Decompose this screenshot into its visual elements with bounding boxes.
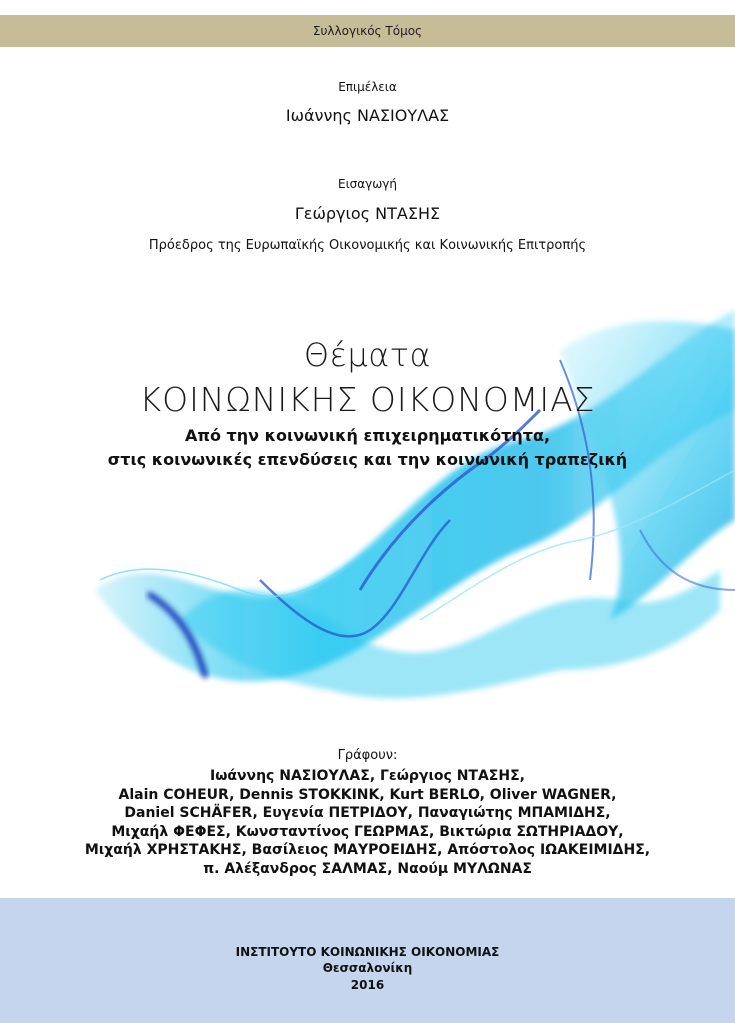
authors-line: Μιχαήλ ΧΡΗΣΤΑΚΗΣ, Βασίλειος ΜΑΥΡΟΕΙΔΗΣ, Απόστολος ΙΩΑΚΕΙΜΙΔΗΣ, (84, 842, 651, 858)
subtitle-line-2: στις κοινωνικές επενδύσεις και την κοινωνική τραπεζική (107, 450, 628, 469)
authors-line: π. Αλέξανδρος ΣΑΛΜΑΣ, Ναούμ ΜΥΛΩΝΑΣ (203, 860, 532, 877)
editor-label: Επιμέλεια (338, 80, 397, 94)
introduction-author-role: Πρόεδρος της Ευρωπαϊκής Οικονομικής και Κοινωνικής Επιτροπής (148, 238, 587, 253)
authors-line: Μιχαήλ ΦΕΦΕΣ, Κωνσταντίνος ΓΕΩΡΜΑΣ, Βικτώρια ΣΩΤΗΡΙΑΔΟΥ, (111, 823, 624, 840)
bottom-band (0, 898, 735, 1023)
volume-type-label: Συλλογικός Τόμος (312, 24, 423, 38)
publisher-name: ΙΝΣΤΙΤΟΥΤΟ ΚΟΙΝΩΝΙΚΗΣ ΟΙΚΟΝΟΜΙΑΣ (235, 945, 500, 959)
subtitle-line-1: Από την κοινωνική επιχειρηματικότητα, (184, 426, 551, 445)
introduction-label: Εισαγωγή (337, 177, 397, 191)
publication-year: 2016 (350, 978, 385, 992)
top-band (0, 15, 735, 47)
title-line-2: ΚΟΙΝΩΝΙΚΗΣ ΟΙΚΟΝΟΜΙΑΣ (139, 380, 596, 419)
introduction-author-name: Γεώργιος ΝΤΑΣΗΣ (294, 204, 441, 223)
authors-line: Alain COHEUR, Dennis STOKKINK, Kurt BERLO, Oliver WAGNER, (118, 786, 617, 803)
authors-label: Γράφουν: (337, 748, 398, 763)
authors-line: Ιωάννης ΝΑΣΙΟΥΛΑΣ, Γεώργιος ΝΤΑΣΗΣ, (210, 768, 525, 784)
publisher-city: Θεσσαλονίκη (322, 961, 413, 975)
authors-list (0, 767, 735, 878)
title-line-1: Θέματα (303, 336, 432, 374)
authors-line: Daniel SCHÄFER, Ευγενία ΠΕΤΡΙΔΟΥ, Παναγιώτης ΜΠΑΜΙΔΗΣ, (124, 805, 611, 821)
editor-name: Ιωάννης ΝΑΣΙΟΥΛΑΣ (285, 106, 450, 125)
